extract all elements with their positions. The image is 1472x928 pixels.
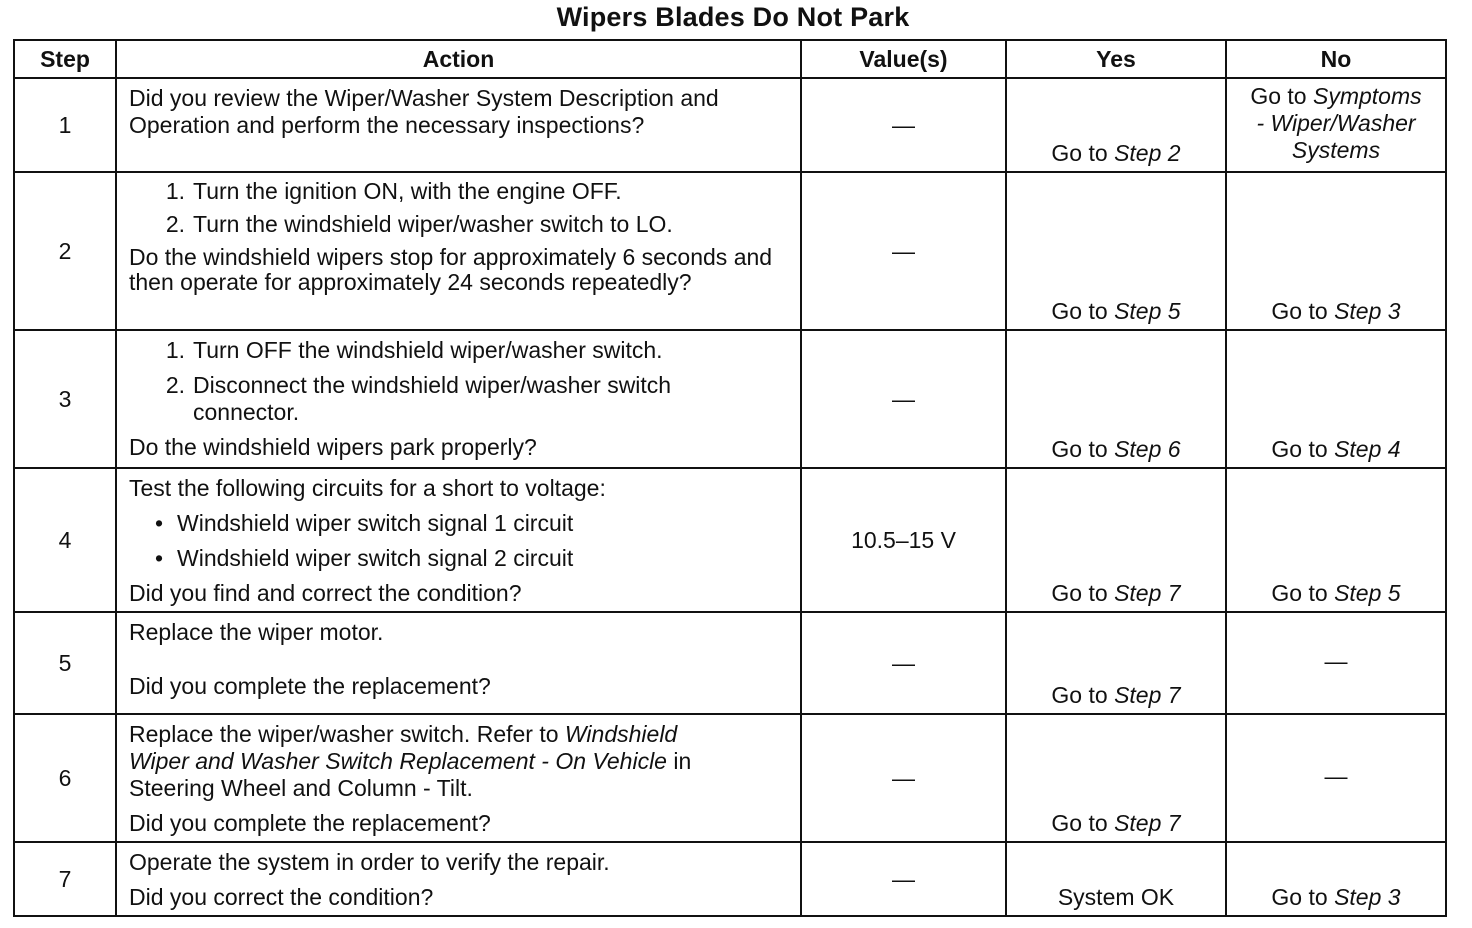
- action-intro-cont: in: [666, 748, 692, 774]
- no-prefix: Go to: [1271, 580, 1335, 606]
- step-number: 6: [14, 714, 116, 842]
- item-text: Turn the ignition ON, with the engine OFF.: [193, 178, 622, 204]
- yes-cell: [1006, 330, 1226, 468]
- action-cell: [116, 78, 801, 172]
- value-cell: —: [801, 172, 1006, 330]
- yes-cell: [1006, 714, 1226, 842]
- no-cell: —: [1226, 612, 1446, 714]
- yes-cell: [1006, 612, 1226, 714]
- no-cell: [1226, 330, 1446, 468]
- step-number: 5: [14, 612, 116, 714]
- bullet-text: Windshield wiper switch signal 2 circuit: [177, 545, 574, 571]
- action-question: Do the windshield wipers park properly?: [129, 434, 537, 460]
- yes-link[interactable]: Step 5: [1114, 298, 1181, 324]
- yes-prefix: Go to: [1051, 140, 1115, 166]
- no-prefix: Go to: [1271, 298, 1335, 324]
- no-cell: [1226, 78, 1446, 172]
- action-cell: [116, 330, 801, 468]
- numbered-item: 2. Turn the windshield wiper/washer switch to LO.: [165, 211, 673, 237]
- no-prefix: Go to: [1271, 436, 1335, 462]
- no-link-cont[interactable]: Systems: [1291, 137, 1381, 163]
- bullet-item: • Windshield wiper switch signal 1 circuit: [155, 510, 574, 536]
- yes-link[interactable]: Step 6: [1114, 436, 1181, 462]
- numbered-item: 1. Turn OFF the windshield wiper/washer switch.: [165, 337, 663, 363]
- item-text: Turn OFF the windshield wiper/washer switch.: [193, 337, 663, 363]
- no-cell: [1226, 468, 1446, 612]
- table-row-step-5: [14, 612, 1446, 714]
- yes-link[interactable]: Step 7: [1114, 580, 1181, 606]
- bullet-item: • Windshield wiper switch signal 2 circuit: [155, 545, 574, 571]
- page-title: Wipers Blades Do Not Park: [556, 2, 910, 32]
- header-no: No: [1226, 40, 1446, 78]
- no-link[interactable]: Symptoms: [1313, 83, 1422, 109]
- action-question: Did you complete the replacement?: [129, 810, 491, 836]
- action-question: Did you find and correct the condition?: [129, 580, 522, 606]
- action-intro-cont: Steering Wheel and Column - Tilt.: [129, 775, 473, 801]
- table-row-step-7: [14, 842, 1446, 916]
- yes-link[interactable]: Step 7: [1114, 682, 1181, 708]
- table-row-step-2: [14, 172, 1446, 330]
- no-prefix: Go to: [1271, 884, 1335, 910]
- step-number: 3: [14, 330, 116, 468]
- diagnostic-table: [13, 39, 1447, 917]
- header-yes: Yes: [1006, 40, 1226, 78]
- numbered-item: 1. Turn the ignition ON, with the engine OFF.: [165, 178, 622, 204]
- reference-link[interactable]: Wiper and Washer Switch Replacement - On Vehicle: [129, 748, 667, 774]
- value-cell: —: [801, 78, 1006, 172]
- yes-prefix: Go to: [1051, 682, 1115, 708]
- no-cell: [1226, 842, 1446, 916]
- no-link[interactable]: Step 3: [1334, 298, 1401, 324]
- action-intro: Test the following circuits for a short to voltage:: [129, 475, 606, 501]
- step-number: 7: [14, 842, 116, 916]
- no-link[interactable]: Step 5: [1334, 580, 1401, 606]
- yes-link[interactable]: Step 7: [1114, 810, 1181, 836]
- action-cell: [116, 714, 801, 842]
- value-cell: —: [801, 330, 1006, 468]
- yes-prefix: Go to: [1051, 580, 1115, 606]
- table-row-step-1: [14, 78, 1446, 172]
- yes-cell: System OK: [1006, 842, 1226, 916]
- table-row-step-6: [14, 714, 1446, 842]
- table-header-row: [14, 40, 1446, 78]
- bullet-text: Windshield wiper switch signal 1 circuit: [177, 510, 574, 536]
- table-row-step-3: [14, 330, 1446, 468]
- item-text: Turn the windshield wiper/washer switch to LO.: [193, 211, 673, 237]
- header-action: Action: [116, 40, 801, 78]
- action-question: Did you correct the condition?: [129, 884, 434, 910]
- item-text: Disconnect the windshield wiper/washer switch: [193, 372, 672, 398]
- yes-prefix: Go to: [1051, 810, 1115, 836]
- yes-prefix: Go to: [1051, 298, 1115, 324]
- numbered-item: 2. Disconnect the windshield wiper/washer switch connector.: [129, 372, 790, 426]
- item-text-cont: connector.: [193, 399, 300, 425]
- action-question: Do the windshield wipers stop for approximately 6 seconds and then operate for approximately 24 seconds repeatedly?: [129, 244, 773, 295]
- value-cell: —: [801, 714, 1006, 842]
- table-row-step-4: [14, 468, 1446, 612]
- no-cell: —: [1226, 714, 1446, 842]
- action-cell: [116, 172, 801, 330]
- no-link-cont[interactable]: - Wiper/Washer: [1256, 110, 1416, 136]
- action-intro: Operate the system in order to verify the repair.: [129, 849, 610, 875]
- action-cell: [116, 468, 801, 612]
- yes-prefix: Go to: [1051, 436, 1115, 462]
- no-cell: [1226, 172, 1446, 330]
- no-link[interactable]: Step 3: [1334, 884, 1401, 910]
- yes-cell: [1006, 78, 1226, 172]
- reference-link[interactable]: Windshield: [564, 721, 678, 747]
- step-number: 1: [14, 78, 116, 172]
- action-intro: Replace the wiper motor.: [129, 619, 384, 645]
- header-values: Value(s): [801, 40, 1006, 78]
- value-cell: —: [801, 842, 1006, 916]
- step-number: 2: [14, 172, 116, 330]
- action-intro: Replace the wiper/washer switch. Refer to: [129, 721, 565, 747]
- step-number: 4: [14, 468, 116, 612]
- header-step: Step: [14, 40, 116, 78]
- no-link[interactable]: Step 4: [1334, 436, 1401, 462]
- value-cell: —: [801, 612, 1006, 714]
- action-cell: [116, 612, 801, 714]
- no-prefix: Go to: [1250, 83, 1313, 109]
- yes-link[interactable]: Step 2: [1114, 140, 1181, 166]
- action-question: Did you complete the replacement?: [129, 673, 491, 699]
- yes-cell: [1006, 468, 1226, 612]
- value-cell: 10.5–15 V: [801, 468, 1006, 612]
- yes-cell: [1006, 172, 1226, 330]
- action-cell: [116, 842, 801, 916]
- action-question: Did you review the Wiper/Washer System Description and Operation and perform the necessary inspections?: [129, 85, 719, 138]
